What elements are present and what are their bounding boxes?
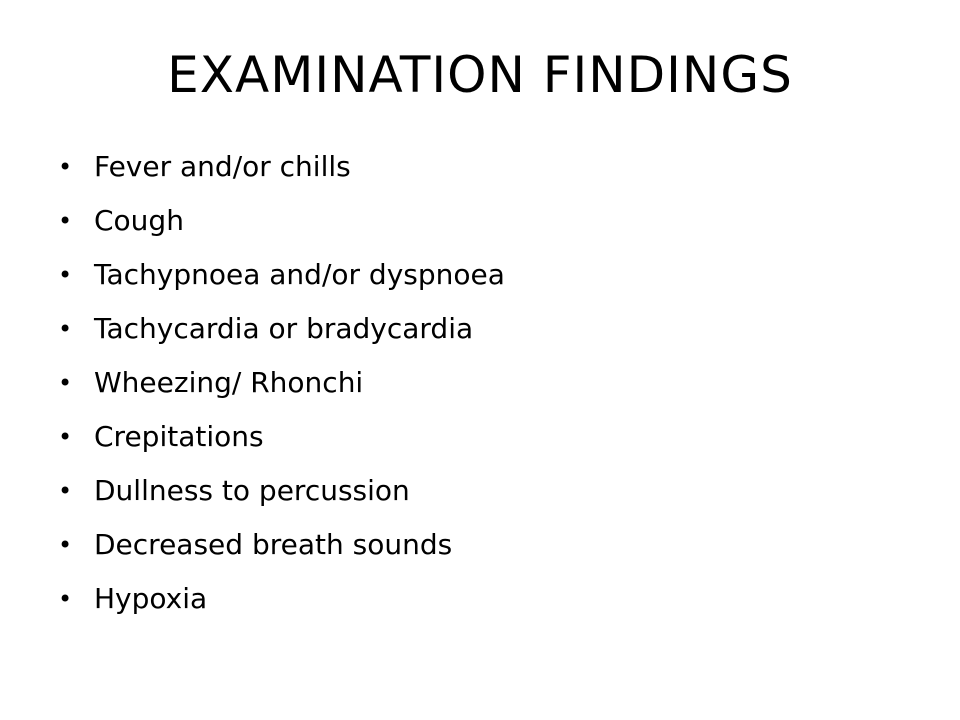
list-item bbox=[58, 518, 505, 572]
list-item-text: Tachypnoea and/or dyspnoea bbox=[94, 258, 505, 291]
list-item-text: Cough bbox=[94, 204, 184, 237]
list-item bbox=[58, 572, 505, 626]
list-item-text: Crepitations bbox=[94, 420, 264, 453]
list-item bbox=[58, 194, 505, 248]
list-item-text: Hypoxia bbox=[94, 582, 208, 615]
list-item bbox=[58, 140, 505, 194]
list-item bbox=[58, 464, 505, 518]
bullet-icon: • bbox=[58, 585, 73, 613]
list-item bbox=[58, 410, 505, 464]
bullet-icon: • bbox=[58, 477, 73, 505]
bullet-icon: • bbox=[58, 315, 73, 343]
bullet-icon: • bbox=[58, 531, 73, 559]
bullet-icon: • bbox=[58, 153, 73, 181]
list-item-text: Wheezing/ Rhonchi bbox=[94, 366, 364, 399]
list-item-text: Decreased breath sounds bbox=[94, 528, 453, 561]
list-item-text: Tachycardia or bradycardia bbox=[94, 312, 474, 345]
list-item bbox=[58, 248, 505, 302]
bullet-icon: • bbox=[58, 261, 73, 289]
bullet-icon: • bbox=[58, 369, 73, 397]
findings-list bbox=[58, 140, 505, 626]
bullet-icon: • bbox=[58, 423, 73, 451]
bullet-icon: • bbox=[58, 207, 73, 235]
list-item-text: Dullness to percussion bbox=[94, 474, 410, 507]
list-item bbox=[58, 302, 505, 356]
list-item-text: Fever and/or chills bbox=[94, 150, 351, 183]
slide-title: EXAMINATION FINDINGS bbox=[167, 46, 793, 104]
list-item bbox=[58, 356, 505, 410]
